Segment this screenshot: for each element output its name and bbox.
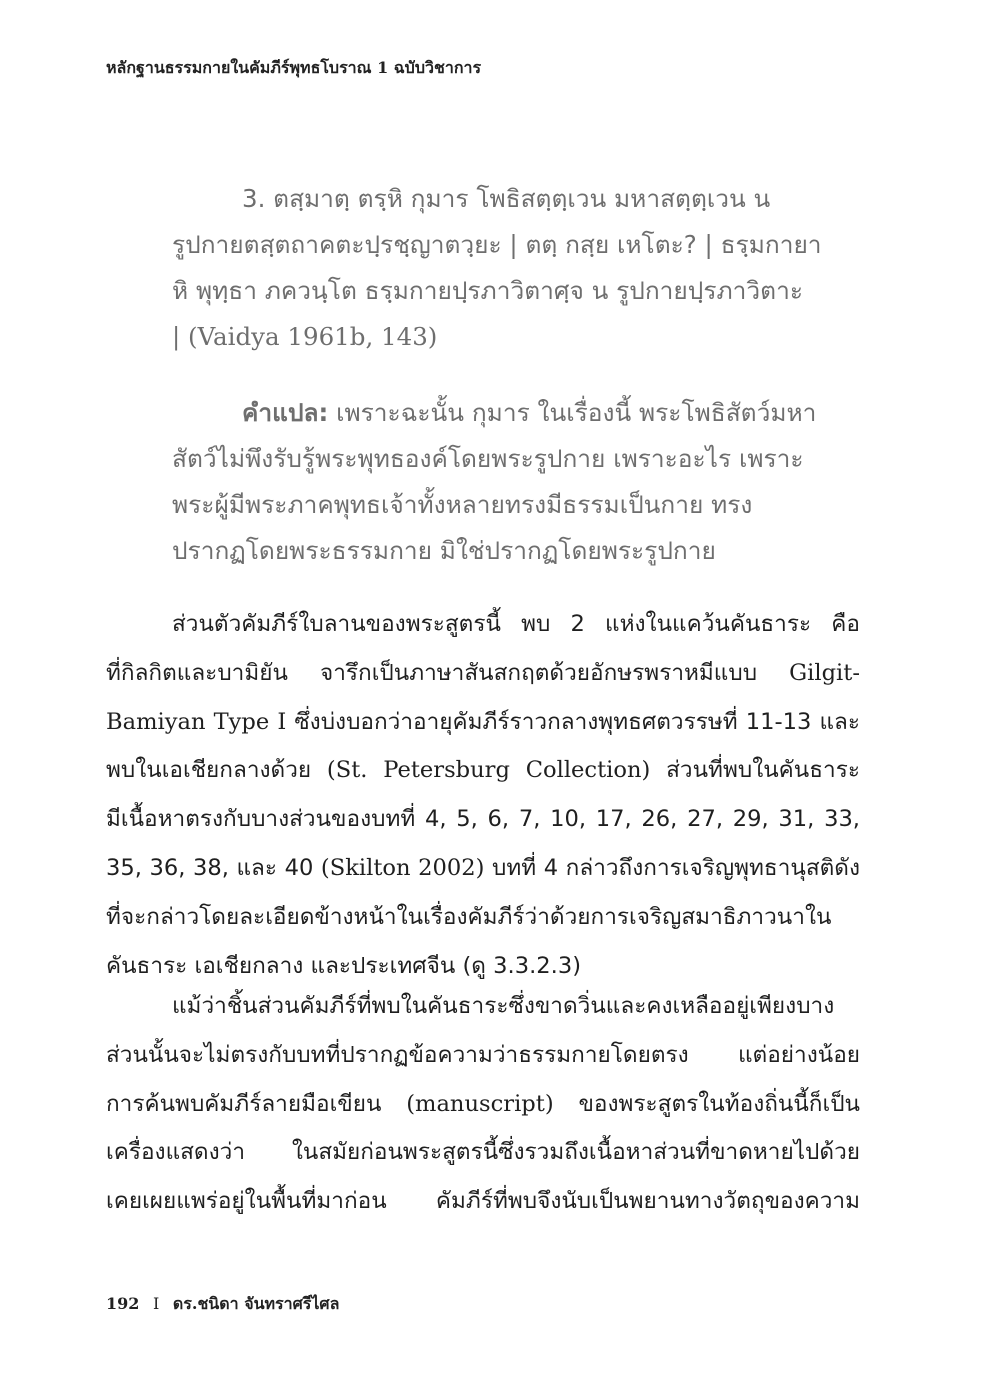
body-text: พบในเอเชียกลางด้วย	[106, 757, 327, 784]
body-text: บทที่ 4 กล่าวถึงการเจริญพุทธานุสติดัง	[484, 854, 861, 881]
latin-term: Bamiyan Type I	[106, 708, 287, 735]
page-number: 192	[106, 1294, 140, 1313]
body-text: ที่กิลกิตและบามิยัน จารึกเป็นภาษาสันสกฤตด้วยอักษรพราหมีแบบ	[106, 659, 790, 686]
translation-line: ปรากฏโดยพระธรรมกาย มิใช่ปรากฏโดยพระรูปกาย	[172, 536, 716, 565]
body-line: ส่วนตัวคัมภีร์ใบลานของพระสูตรนี้ พบ 2 แห่งในแคว้นคันธาระ คือ	[172, 611, 860, 637]
body-line	[106, 649, 860, 698]
pali-quote-line: รูปกายตสฺตถาคตะปฺรชฺญาตวฺยะ | ตตฺ กสฺย เหโตะ? | ธรฺมกายา	[172, 230, 822, 259]
pali-quote-line: หิ พุทฺธา ภควนฺโต ธรฺมกายปฺรภาวิตาศฺจ น รูปกายปฺรภาวิตาะ	[172, 276, 803, 305]
latin-term: Gilgit-	[789, 659, 860, 686]
body-line: เคยเผยแพร่อยู่ในพื้นที่มาก่อน คัมภีร์ที่พบจึงนับเป็นพยานทางวัตถุของความ	[106, 1188, 860, 1215]
page-footer	[106, 1292, 339, 1317]
body-line: เครื่องแสดงว่า ในสมัยก่อนพระสูตรนี้ซึ่งรวมถึงเนื้อหาส่วนที่ขาดหายไปด้วย	[106, 1139, 860, 1166]
body-line: แม้ว่าชิ้นส่วนคัมภีร์ที่พบในคันธาระซึ่งขาดวิ่นและคงเหลืออยู่เพียงบาง	[172, 993, 835, 1019]
body-paragraph-2	[106, 982, 860, 1226]
running-header: หลักฐานธรรมกายในคัมภีร์พุทธโบราณ 1 ฉบับวิชาการ	[106, 58, 482, 77]
pali-quote-block	[172, 176, 822, 360]
body-line: มีเนื้อหาตรงกับบางส่วนของบทที่ 4, 5, 6, 7, 10, 17, 26, 27, 29, 31, 33,	[106, 806, 860, 833]
body-line	[106, 1080, 860, 1129]
body-line: ส่วนนั้นจะไม่ตรงกับบทที่ปรากฏข้อความว่าธรรมกายโดยตรง แต่อย่างน้อย	[106, 1041, 860, 1068]
body-line	[106, 844, 860, 893]
latin-term: (Skilton 2002)	[320, 854, 485, 881]
body-text: การค้นพบคัมภีร์ลายมือเขียน	[106, 1090, 407, 1117]
translation-text: เพราะฉะนั้น กุมาร ในเรื่องนี้ พระโพธิสัตว์มหา	[328, 398, 817, 427]
body-line: ที่จะกล่าวโดยละเอียดข้างหน้าในเรื่องคัมภีร์ว่าด้วยการเจริญสมาธิภาวนาใน	[106, 903, 832, 930]
body-paragraph-1	[106, 600, 860, 990]
translation-label: คำแปล:	[242, 398, 329, 427]
pali-quote-citation: | (Vaidya 1961b, 143)	[172, 322, 438, 351]
translation-line: สัตว์ไม่พึงรับรู้พระพุทธองค์โดยพระรูปกาย เพราะอะไร เพราะ	[172, 444, 804, 473]
author-name: ดร.ชนิดา จันทราศรีไศล	[172, 1294, 340, 1313]
body-text: ซึ่งบ่งบอกว่าอายุคัมภีร์ราวกลางพุทธศตวรรษที่ 11-13 และ	[286, 708, 860, 735]
latin-term: (St. Petersburg Collection)	[326, 757, 651, 784]
pali-quote-line: 3. ตสฺมาตฺ ตรฺหิ กุมาร โพธิสตฺตฺเวน มหาสตฺตฺเวน น	[242, 184, 771, 213]
footer-separator: I	[152, 1294, 160, 1313]
body-line: คันธาระ เอเชียกลาง และประเทศจีน (ดู 3.3.2.3)	[106, 952, 582, 979]
body-text: 35, 36, 38, และ 40	[106, 854, 321, 881]
translation-block	[172, 390, 817, 574]
body-line	[106, 746, 860, 795]
body-text: ส่วนที่พบในคันธาระ	[650, 757, 860, 784]
body-text: ของพระสูตรในท้องถิ่นนี้ก็เป็น	[553, 1090, 860, 1117]
translation-line	[172, 390, 817, 436]
translation-line: พระผู้มีพระภาคพุทธเจ้าทั้งหลายทรงมีธรรมเป็นกาย ทรง	[172, 490, 753, 519]
body-line	[106, 698, 860, 747]
latin-term: (manuscript)	[406, 1090, 554, 1117]
